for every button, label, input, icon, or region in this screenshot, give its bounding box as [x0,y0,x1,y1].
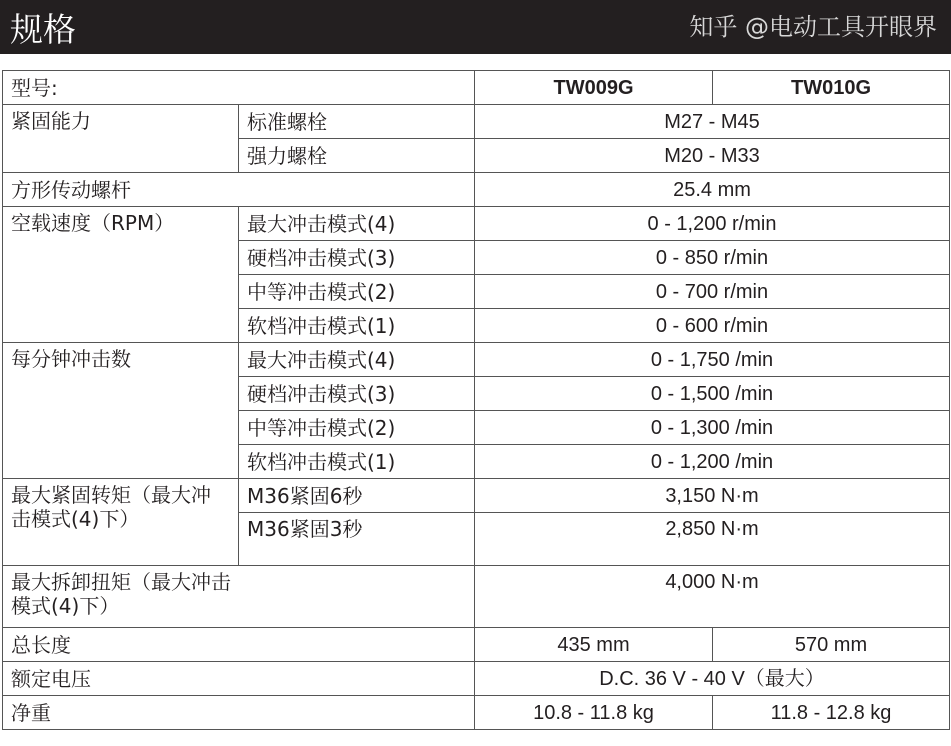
sub-label: 最大冲击模式(4) [239,343,475,377]
watermark: 知乎 @电动工具开眼界 [689,13,937,41]
cell-value: 11.8 - 12.8 kg [713,696,950,730]
table-row [3,343,950,377]
row-label: 最大拆卸扭矩（最大冲击模式(4)下） [3,566,475,628]
sub-label: 最大冲击模式(4) [239,207,475,241]
sub-label: 强力螺栓 [239,139,475,173]
model-tw009g: TW009G [475,71,713,105]
table-row [3,173,950,207]
cell-value: 0 - 850 r/min [475,241,950,275]
cell-value: M20 - M33 [475,139,950,173]
model-label: 型号: [3,71,475,105]
sub-label: M36紧固6秒 [239,479,475,513]
sub-label: 中等冲击模式(2) [239,275,475,309]
cell-value: 25.4 mm [475,173,950,207]
sub-label: 软档冲击模式(1) [239,445,475,479]
table-row [3,628,950,662]
table-row [3,105,950,139]
sub-label: 标准螺栓 [239,105,475,139]
sub-label: 软档冲击模式(1) [239,309,475,343]
table-row [3,696,950,730]
row-label: 总长度 [3,628,475,662]
model-tw010g: TW010G [713,71,950,105]
cell-value: 435 mm [475,628,713,662]
sub-label: 硬档冲击模式(3) [239,377,475,411]
row-label: 紧固能力 [3,105,239,173]
cell-value: 0 - 1,200 /min [475,445,950,479]
sub-label: 中等冲击模式(2) [239,411,475,445]
cell-value: 3,150 N·m [475,479,950,513]
cell-value: 570 mm [713,628,950,662]
row-label: 空载速度（RPM） [3,207,239,343]
cell-value: 0 - 600 r/min [475,309,950,343]
sub-label: 硬档冲击模式(3) [239,241,475,275]
title-bar [0,0,951,54]
page-title: 规格 [10,10,76,49]
cell-value: 0 - 1,750 /min [475,343,950,377]
row-label: 净重 [3,696,475,730]
spec-table [2,70,950,730]
cell-value: 0 - 1,200 r/min [475,207,950,241]
cell-value: 4,000 N·m [475,566,950,628]
cell-value: M27 - M45 [475,105,950,139]
table-row [3,71,950,105]
row-label: 最大紧固转矩（最大冲击模式(4)下） [3,479,239,566]
table-row [3,207,950,241]
cell-value: 2,850 N·m [475,513,950,566]
row-label: 每分钟冲击数 [3,343,239,479]
table-row [3,662,950,696]
table-row [3,566,950,628]
cell-value: 0 - 1,500 /min [475,377,950,411]
cell-value: 10.8 - 11.8 kg [475,696,713,730]
sub-label: M36紧固3秒 [239,513,475,566]
row-label: 方形传动螺杆 [3,173,475,207]
row-label: 额定电压 [3,662,475,696]
cell-value: 0 - 700 r/min [475,275,950,309]
cell-value: 0 - 1,300 /min [475,411,950,445]
cell-value: D.C. 36 V - 40 V（最大） [475,662,950,696]
table-row [3,479,950,513]
